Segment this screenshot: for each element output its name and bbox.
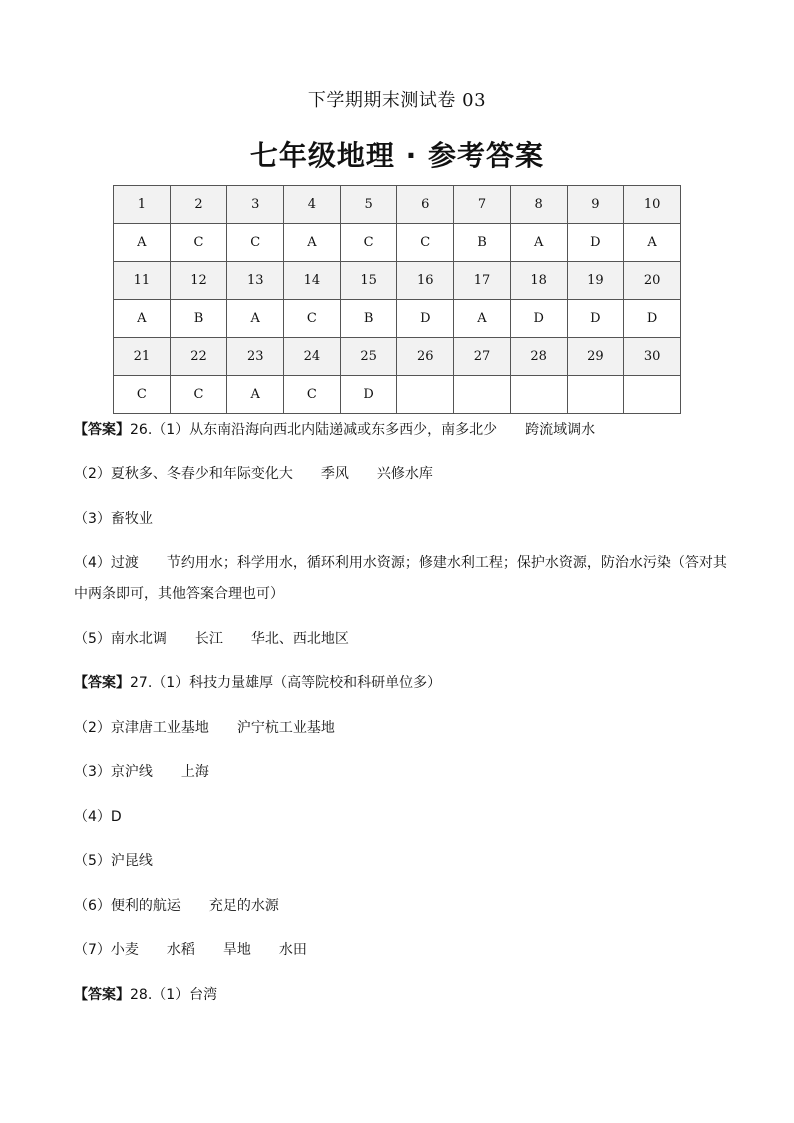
answer-cell: A (510, 224, 567, 262)
answer-cell: C (340, 224, 397, 262)
question-number-cell: 9 (567, 186, 624, 224)
question-number-cell: 16 (397, 262, 454, 300)
answer-line-text: 26.（1）从东南沿海向西北内陆递减或东多西少，南多北少 跨流域调水 (130, 422, 596, 438)
question-number-cell: 21 (114, 338, 171, 376)
answer-cell: C (284, 300, 341, 338)
question-number-cell: 14 (284, 262, 341, 300)
answer-line-text: （5）南水北调 长江 华北、西北地区 (74, 631, 349, 647)
answer-line (74, 582, 734, 606)
question-number-cell: 20 (624, 262, 681, 300)
question-number-cell: 13 (227, 262, 284, 300)
question-number-cell: 2 (170, 186, 227, 224)
answer-cell: A (114, 224, 171, 262)
answer-line (74, 805, 734, 829)
answer-row (114, 300, 681, 338)
exam-subtitle: 下学期期末测试卷 03 (307, 90, 487, 111)
answer-cell: A (227, 300, 284, 338)
answer-tag: 【答案】 (74, 675, 130, 691)
question-number-cell: 8 (510, 186, 567, 224)
answer-cell: B (340, 300, 397, 338)
question-number-cell: 18 (510, 262, 567, 300)
question-number-row (114, 186, 681, 224)
question-number-cell: 25 (340, 338, 397, 376)
answer-line-text: （6）便利的航运 充足的水源 (74, 898, 279, 914)
answer-cell: A (227, 376, 284, 414)
answer-line-text: （2）夏秋多、冬春少和年际变化大 季风 兴修水库 (74, 466, 433, 482)
answer-cell (397, 376, 454, 414)
answer-cell: C (170, 376, 227, 414)
document-title: 七年级地理 · 参考答案 (249, 139, 545, 172)
answer-line-text: （3）畜牧业 (74, 511, 153, 527)
answer-cell (624, 376, 681, 414)
question-number-row (114, 338, 681, 376)
answer-line (74, 938, 734, 962)
answer-line (74, 849, 734, 873)
answer-tag: 【答案】 (74, 987, 130, 1003)
answer-line (74, 983, 734, 1007)
answer-cell: D (567, 300, 624, 338)
answer-line-text: （3）京沪线 上海 (74, 764, 209, 780)
question-number-cell: 19 (567, 262, 624, 300)
answer-line-text: （7）小麦 水稻 旱地 水田 (74, 942, 307, 958)
answer-line-text: （5）沪昆线 (74, 853, 153, 869)
question-number-cell: 1 (114, 186, 171, 224)
answer-line (74, 418, 734, 442)
question-number-cell: 4 (284, 186, 341, 224)
question-number-cell: 15 (340, 262, 397, 300)
answer-cell: C (114, 376, 171, 414)
answer-cell (510, 376, 567, 414)
answer-row (114, 224, 681, 262)
question-number-cell: 30 (624, 338, 681, 376)
answer-line-text: （2）京津唐工业基地 沪宁杭工业基地 (74, 720, 335, 736)
question-number-cell: 28 (510, 338, 567, 376)
question-number-cell: 17 (454, 262, 511, 300)
answer-line (74, 462, 734, 486)
question-number-cell: 5 (340, 186, 397, 224)
question-number-cell: 29 (567, 338, 624, 376)
answer-cell: D (510, 300, 567, 338)
answer-line-text: 28.（1）台湾 (130, 987, 218, 1003)
question-number-row (114, 262, 681, 300)
answer-line-text: （4）过渡 节约用水；科学用水，循环利用水资源；修建水利工程；保护水资源，防治水污染（答对其 (74, 555, 727, 571)
answer-cell: C (170, 224, 227, 262)
question-number-cell: 24 (284, 338, 341, 376)
answer-line (74, 716, 734, 740)
answer-key-table (113, 185, 681, 414)
answer-line (74, 894, 734, 918)
answer-line-text: （4）D (74, 809, 122, 825)
question-number-cell: 6 (397, 186, 454, 224)
answer-cell: C (284, 376, 341, 414)
question-number-cell: 26 (397, 338, 454, 376)
answer-cell: B (170, 300, 227, 338)
question-number-cell: 27 (454, 338, 511, 376)
answer-cell: D (397, 300, 454, 338)
answer-cell: B (454, 224, 511, 262)
question-number-cell: 7 (454, 186, 511, 224)
answer-line-text: 27.（1）科技力量雄厚（高等院校和科研单位多） (130, 675, 442, 691)
question-number-cell: 12 (170, 262, 227, 300)
question-number-cell: 11 (114, 262, 171, 300)
answer-line-text: 中两条即可，其他答案合理也可） (74, 586, 284, 602)
answer-cell: D (624, 300, 681, 338)
answer-line (74, 507, 734, 531)
question-number-cell: 22 (170, 338, 227, 376)
answer-line (74, 551, 734, 575)
answer-cell: A (454, 300, 511, 338)
answer-tag: 【答案】 (74, 422, 130, 438)
answer-row (114, 376, 681, 414)
answer-cell: D (340, 376, 397, 414)
answer-cell (567, 376, 624, 414)
answer-cell: A (284, 224, 341, 262)
answer-cell: C (397, 224, 454, 262)
answer-cell: A (624, 224, 681, 262)
answer-cell (454, 376, 511, 414)
answer-line (74, 671, 734, 695)
answer-cell: C (227, 224, 284, 262)
question-number-cell: 10 (624, 186, 681, 224)
question-number-cell: 3 (227, 186, 284, 224)
answer-cell: D (567, 224, 624, 262)
answer-cell: A (114, 300, 171, 338)
answer-line (74, 760, 734, 784)
answer-line (74, 627, 734, 651)
question-number-cell: 23 (227, 338, 284, 376)
